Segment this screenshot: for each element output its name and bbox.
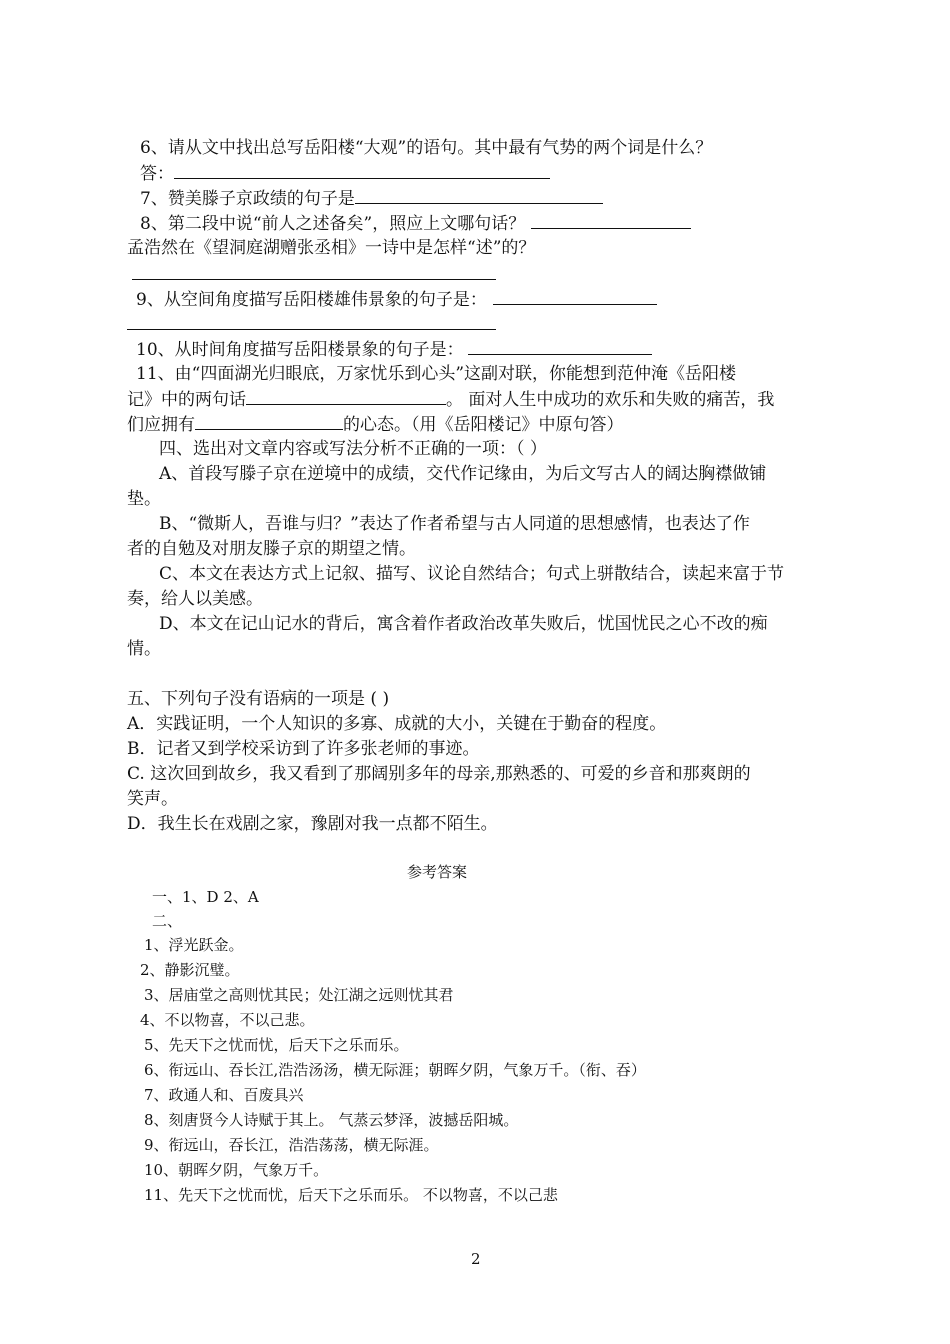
answer-line: 9、衔远山，吞长江，浩浩荡荡，横无际涯。 bbox=[144, 1136, 439, 1154]
section5-heading: 五、下列句子没有语病的一项是 ( ) bbox=[127, 689, 390, 709]
section5-option-b: B．记者又到学校采访到了许多张老师的事迹。 bbox=[127, 739, 480, 759]
answer-line: 8、刻唐贤今人诗赋于其上。 气蒸云梦泽，波撼岳阳城。 bbox=[144, 1111, 519, 1129]
answer-line: 4、不以物喜，不以己悲。 bbox=[140, 1011, 315, 1029]
answer-line: 7、政通人和、百废具兴 bbox=[144, 1086, 304, 1104]
section4-option-c-1: C、本文在表达方式上记叙、描写、议论自然结合；句式上骈散结合，读起来富于节 bbox=[159, 564, 785, 584]
q6-answer-label: 答： bbox=[140, 164, 174, 184]
section5-option-d: D．我生长在戏剧之家，豫剧对我一点都不陌生。 bbox=[127, 814, 498, 834]
q11-row-3 bbox=[127, 413, 624, 436]
section4-option-d-1: D、本文在记山记水的背后，寓含着作者政治改革失败后，忧国忧民之心不改的痴 bbox=[159, 614, 768, 634]
q11-prompt-2b: 。 面对人生中成功的欢乐和失败的痛苦，我 bbox=[446, 390, 775, 410]
q11-answer-blank-2[interactable] bbox=[195, 413, 343, 430]
q7-prompt: 7、赞美滕子京政绩的句子是 bbox=[140, 189, 355, 209]
answer-line: 2、静影沉璧。 bbox=[140, 961, 240, 979]
section4-heading: 四、选出对文章内容或写法分析不正确的一项：（ ） bbox=[159, 439, 547, 459]
q8-prompt: 8、第二段中说“前人之述备矣”，照应上文哪句话？ bbox=[140, 214, 526, 234]
q8-prompt-2: 孟浩然在《望洞庭湖赠张丞相》一诗中是怎样“述”的？ bbox=[127, 238, 536, 258]
answer-line: 一、1、D 2、A bbox=[152, 888, 259, 906]
q11-prompt-3b: 的心态。（用《岳阳楼记》中原句答） bbox=[343, 415, 624, 435]
answer-line: 1、浮光跃金。 bbox=[144, 936, 244, 954]
answer-line: 6、衔远山、吞长江,浩浩汤汤，横无际涯；朝晖夕阴，气象万千。（衔、吞） bbox=[144, 1061, 646, 1079]
q6-answer-blank[interactable] bbox=[174, 162, 550, 179]
q10-prompt: 10、从时间角度描写岳阳楼景象的句子是： bbox=[136, 340, 464, 360]
q11-row-2 bbox=[127, 388, 774, 411]
q11-prompt-2a: 记》中的两句话 bbox=[127, 390, 246, 410]
answers-title: 参考答案 bbox=[406, 863, 467, 881]
section4-option-a-1: A、首段写滕子京在逆境中的成绩，交代作记缘由，为后文写古人的阔达胸襟做铺 bbox=[159, 464, 767, 484]
q10-answer-blank[interactable] bbox=[468, 338, 652, 355]
q9-answer-line[interactable] bbox=[127, 329, 496, 330]
q9-answer-blank[interactable] bbox=[493, 288, 657, 305]
section4-option-a-2: 垫。 bbox=[127, 489, 161, 509]
q11-answer-blank-1[interactable] bbox=[246, 388, 446, 405]
q7-answer-blank[interactable] bbox=[355, 187, 603, 204]
section4-option-b-2: 者的自勉及对朋友滕子京的期望之情。 bbox=[127, 539, 416, 559]
q8-answer-blank[interactable] bbox=[531, 212, 691, 229]
answer-line: 3、居庙堂之高则忧其民；处江湖之远则忧其君 bbox=[144, 986, 454, 1004]
answer-line: 11、先天下之忧而忧，后天下之乐而乐。 不以物喜，不以己悲 bbox=[144, 1186, 558, 1204]
section4-option-d-2: 情。 bbox=[127, 639, 161, 659]
q10-row bbox=[136, 338, 652, 361]
q9-prompt: 9、从空间角度描写岳阳楼雄伟景象的句子是： bbox=[136, 290, 487, 310]
answer-line: 5、先天下之忧而忧，后天下之乐而乐。 bbox=[144, 1036, 409, 1054]
section5-option-a: A．实践证明，一个人知识的多寡、成就的大小，关键在于勤奋的程度。 bbox=[127, 714, 667, 734]
q8-row bbox=[140, 212, 691, 235]
q11-prompt-3a: 们应拥有 bbox=[127, 415, 195, 435]
answer-line: 二、 bbox=[152, 912, 183, 930]
section5-option-c-2: 笑声。 bbox=[127, 789, 178, 809]
q11-prompt-1: 11、由“四面湖光归眼底，万家忧乐到心头”这副对联，你能想到范仲淹《岳阳楼 bbox=[136, 364, 737, 384]
q6-prompt: 6、请从文中找出总写岳阳楼“大观”的语句。其中最有气势的两个词是什么？ bbox=[140, 138, 713, 158]
section4-option-b-1: B、“微斯人，吾谁与归？”表达了作者希望与古人同道的思想感情，也表达了作 bbox=[159, 514, 750, 534]
answer-line: 10、朝晖夕阴，气象万千。 bbox=[144, 1161, 329, 1179]
section4-option-c-2: 奏，给人以美感。 bbox=[127, 589, 263, 609]
q6-answer-row bbox=[140, 162, 550, 185]
q8-answer-line[interactable] bbox=[132, 279, 496, 280]
page-number: 2 bbox=[471, 1250, 481, 1268]
section5-option-c-1: C. 这次回到故乡，我又看到了那阔别多年的母亲,那熟悉的、可爱的乡音和那爽朗的 bbox=[127, 764, 751, 784]
q9-row bbox=[136, 288, 657, 311]
q7-row bbox=[140, 187, 603, 210]
